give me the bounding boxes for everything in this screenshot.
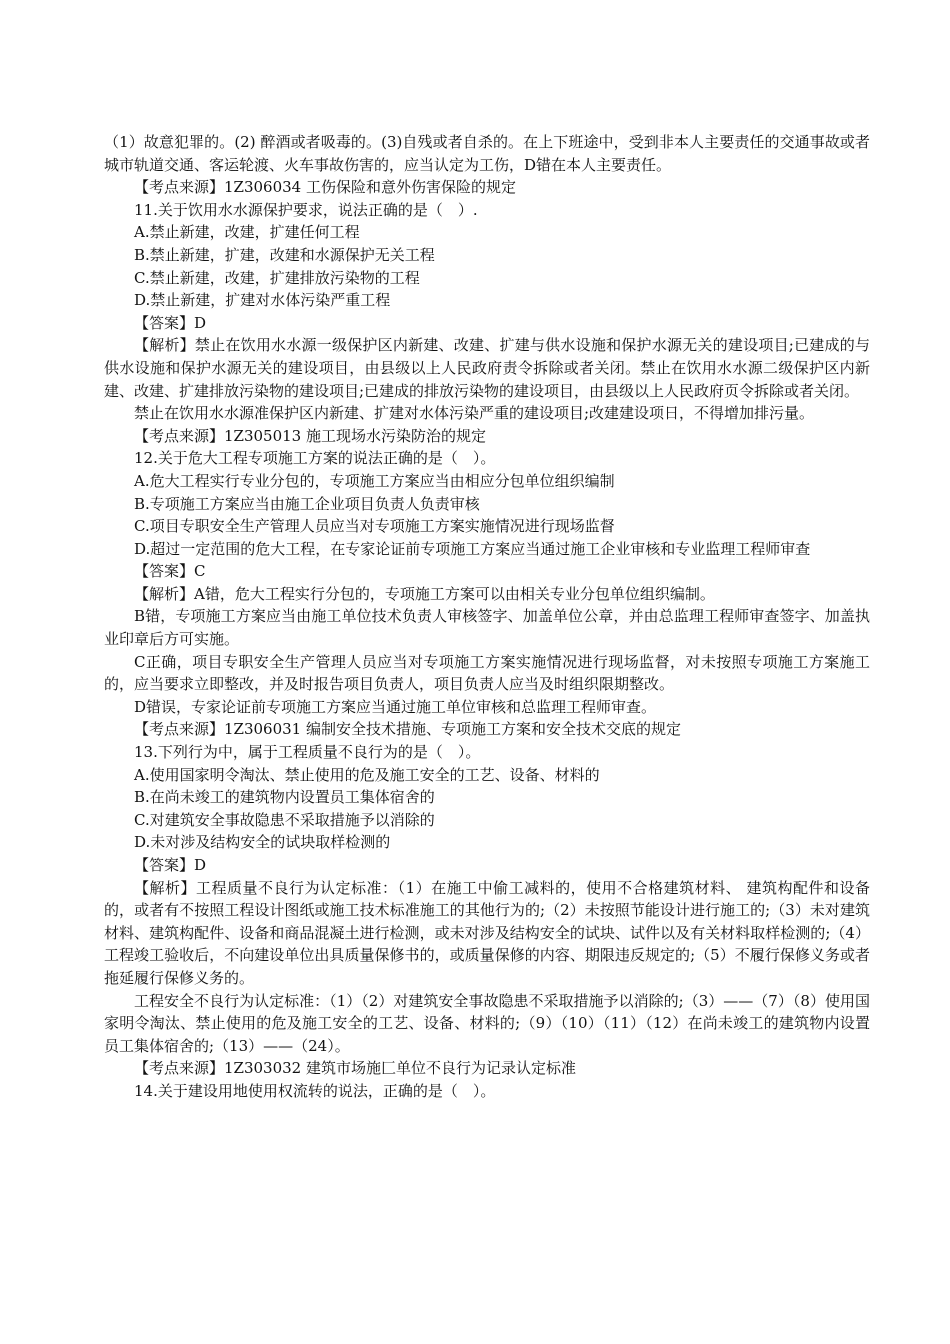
paragraph: （1）故意犯罪的。(2) 醉酒或者吸毒的。(3)自残或者自杀的。在上下班途中，受到非本人主要责任的交通事故或者城市轨道交通、客运轮渡、火车事故伤害的，应当认定为工伤，D错在本人主要责任。 [104, 133, 870, 174]
paragraph: C.项目专职安全生产管理人员应当对专项施工方案实施情况进行现场监督 [134, 517, 615, 536]
paragraph: B.专项施工方案应当由施工企业项目负责人负责审核 [134, 494, 480, 513]
paragraph: 11.关于饮用水水源保护要求，说法正确的是（ ）. [134, 200, 478, 219]
paragraph: C正确，项目专职安全生产管理人员应当对专项施工方案实施情况进行现场监督，对未按照专项施工方案施工的，应当要求立即整改，并及时报告项目负责人，项目负责人应当及时组织限期整改。 [104, 652, 870, 694]
paragraph: 工程安全不良行为认定标准：（1）（2）对建筑安全事故隐患不采取措施予以消除的;（3）——（7）（8）使用国家明令淘汰、禁止使用的危及施工安全的工艺、设备、材料的;（9）（10）（11）（12）在尚未竣工的建筑物内设置员工集体宿舍的;（13）——（24）。 [104, 991, 870, 1055]
paragraph: A.危大工程实行专业分包的，专项施工方案应当由相应分包单位组织编制 [134, 471, 615, 490]
paragraph: B错，专项施工方案应当由施工单位技术负责人审核签字、加盖单位公章，并由总监理工程师审查签字、加盖执业印章后方可实施。 [104, 607, 870, 649]
paragraph: D.未对涉及结构安全的试块取样检测的 [134, 833, 391, 852]
paragraph: B.在尚未竣工的建筑物内设置员工集体宿舍的 [134, 788, 435, 807]
paragraph: D错误，专家论证前专项施工方案应当通过施工单位审核和总监理工程师审查。 [134, 697, 657, 716]
paragraph: 【答案】C [134, 562, 206, 581]
paragraph: 【解析】工程质量不良行为认定标准：（1）在施工中偷工减料的，使用不合格建筑材料、 建筑构配件和设备的，或者有不按照工程设计图纸或施工技术标准施工的其他行为的;（2）未按照节能设计进行施工的;（3）未对建筑材料、建筑构配件、设备和商品混凝土进行检测，或未对涉及结构安全的试块、试件以及有关材料取样检测的;（4）工程竣工验收后，不向建设单位出具质量保修书的，或质量保修的内容、期限违反规定的;（5）不履行保修义务或者拖延履行保修义务的。 [104, 878, 870, 987]
paragraph: B.禁止新建，扩建，改建和水源保护无关工程 [134, 245, 435, 264]
paragraph: D.禁止新建，扩建对水体污染严重工程 [134, 291, 391, 310]
paragraph: C.对建筑安全事故隐患不采取措施予以消除的 [134, 810, 435, 829]
paragraph: 【考点来源】1Z303032 建筑市场施匚单位不良行为记录认定标准 [134, 1059, 576, 1078]
paragraph: A.禁止新建，改建，扩建任何工程 [134, 223, 360, 242]
paragraph: C.禁止新建，改建，扩建排放污染物的工程 [134, 268, 420, 287]
paragraph: 13.下列行为中，属于工程质量不良行为的是（ ）。 [134, 743, 481, 762]
paragraph: 【考点来源】1Z306031 编制安全技术措施、专项施工方案和安全技术交底的规定 [134, 720, 681, 739]
content [104, 131, 870, 1103]
paragraph: A.使用国家明令淘汰、禁止使用的危及施工安全的工艺、设备、材料的 [134, 765, 600, 784]
paragraph: 【答案】D [134, 856, 207, 874]
paragraph: 禁止在饮用水水源准保护区内新建、扩建对水体污染严重的建设项目;改建建设项日，不得增加排污量。 [134, 404, 815, 423]
paragraph: 【解析】A错，危大工程实行分包的，专项施工方案可以由相关专业分包单位组织编制。 [134, 584, 715, 603]
paragraph: 【考点来源】1Z305013 施工现场水污染防治的规定 [134, 426, 486, 445]
paragraph: 【考点来源】1Z306034 工伤保险和意外伤害保险的规定 [134, 178, 516, 197]
paragraph: D.超过一定范围的危大工程，在专家论证前专项施工方案应当通过施工企业审核和专业监理工程师审查 [134, 539, 811, 558]
paragraph: 【解析】禁止在饮用水水源一级保护区内新建、改建、扩建与供水设施和保护水源无关的建设项目;已建成的与供水设施和保护水源无关的建设项目，由县级以上人民政府责令拆除或者关闭。禁止在饮用水水源二级保护区内新建、改建、扩建排放污染物的建设项目;已建成的排放污染物的建设项目，由县级以上人民政府页令拆除或者关闭。 [104, 336, 870, 400]
paragraph: 12.关于危大工程专项施工方案的说法正确的是（ ）。 [134, 449, 496, 468]
paragraph: 14.关于建设用地使用权流转的说法，正确的是（ ）。 [134, 1081, 496, 1100]
paragraph: 【答案】D [134, 313, 207, 332]
